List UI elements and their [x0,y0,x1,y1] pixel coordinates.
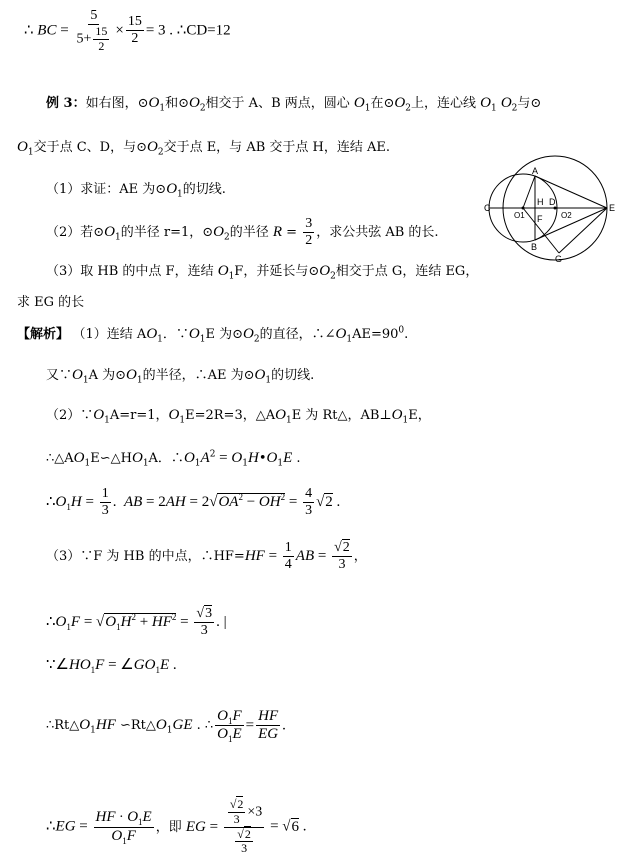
example-label: 例 3： [46,96,86,111]
label-o1: O1 [514,211,525,220]
solution-3-angle: $\because\angle HO_1F$ = $\angle GO_1E$ . [46,657,177,675]
question-3: （3）取 HB 的中点 F，连结 $O_1F$，并延长与$⊙O_2$相交于点 G，连结 EG， [46,263,479,282]
line-7: 求 EG 的长 [17,295,85,310]
label-f: F [537,214,543,224]
solution-1: 【解析】 （1）连结 $AO_1$．$\because O_1E$ 为$⊙O_2$的直径，$\therefore\angle O_1AE=90^0$. [17,325,409,345]
label-e: E [609,203,616,213]
solution-label: 【解析】 [17,327,70,342]
solution-3-eg: ∴EG = $\frac{HF \cdot O_1E}{O_1F}$ ，即 EG = $\frac{√2}{3}$ ×3 $\frac{√2}{3}$ = √6 . [46,797,307,856]
label-c: C [484,203,491,213]
label-g: G [555,254,563,264]
solution-2-similar: $\therefore\triangle AO_1E∽\triangle HO_1A$．$\therefore O_1A^2$ = $O_1H•O_1E$ . [46,449,301,469]
solution-3-hf: （3）∵F 为 HB 的中点，∴HF=HF = $\frac{1}{4}$ AB = $\frac{√2}{3}$ ， [46,540,367,573]
label-d: D [549,197,556,207]
label-o2: O2 [561,211,572,220]
line-ao1 [523,176,535,208]
solution-2: $(2)\because O_1A=r=1$，$O_1E=2R=3$，$\triangle AO_1E$ 为 Rt△，$AB\perp O_1E$， [46,407,431,426]
label-h: H [537,197,544,207]
geometry-figure [485,162,625,262]
question-1: （1）求证：AE 为$⊙O_1$的切线. [46,181,226,200]
line-1: ∴ BC = 5 5+ $\frac{15}{2}$ × $\frac{15}{2}$ = 3 . ∴CD=12 [24,8,231,53]
label-a: A [532,166,539,176]
question-2: （2）若$⊙O_1$的半径 r=1，$⊙O_2$的半径 R = $\frac{3}{2}$ ，求公共弦 AB 的长. [46,216,439,249]
example-3-statement: 例 3：如右图，$⊙O_1$和$⊙O_2$相交于 A、B 两点，圆心 $O_1$在$⊙O_2$上，连心线 $O_1$ $O_2$与⊙ [46,95,542,114]
line-3: $O_1$交于点 C、D，与$⊙O_2$交于点 E，与 AB 交于点 H，连结 AE. [17,139,391,158]
solution-2-ab: $\therefore O_1H$ = $\frac{1}{3}$ . AB = $2AH = 2√OA^2 - OH^2$ = $\frac{4}{3}$ √2 . [46,486,341,519]
point-o1 [522,207,525,210]
label-b: B [531,242,538,252]
solution-3-o1f: $\therefore O_1F = √O_1H^2 + HF^2$ = $\frac{√3}{3}$ . | [46,606,227,639]
solution-1-cont: 又$\because O_1A$ 为$⊙O_1$的半径，∴AE 为$⊙O_1$的切线. [46,367,315,386]
solution-3-similar: $\therefore Rt\triangle O_1HF$ $∽Rt\triangle O_1GE$ . ∴ $\frac{O_1F}{O_1E}$ = $\frac{HF}{EG}$ . [46,708,286,745]
line-ae [535,176,607,208]
